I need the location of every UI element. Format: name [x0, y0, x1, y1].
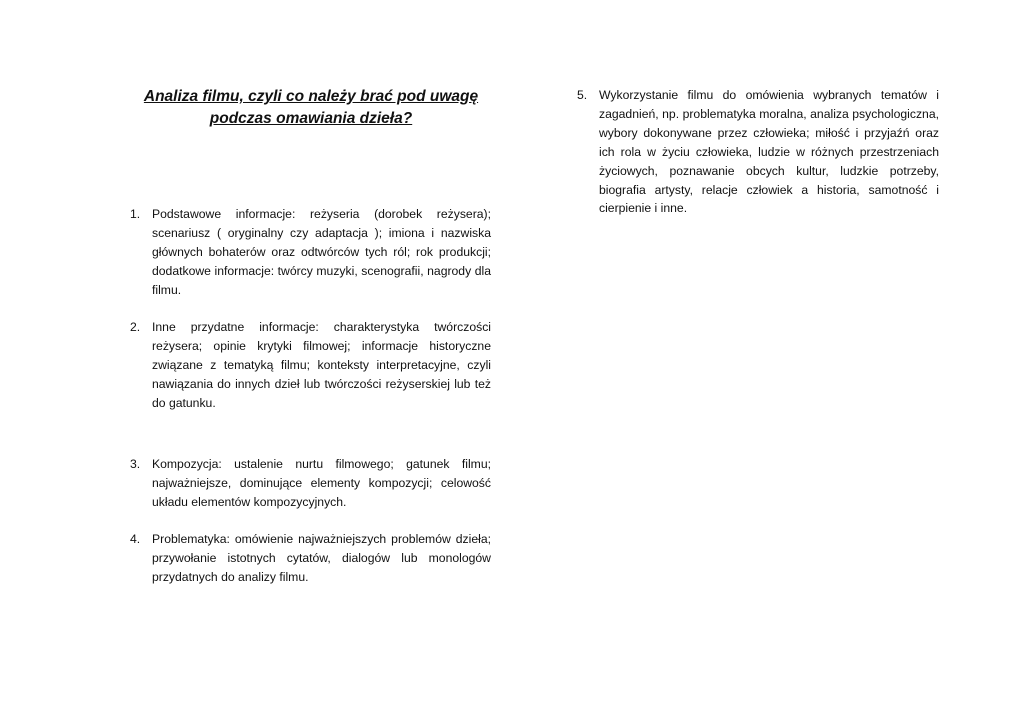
list-item-text: Wykorzystanie filmu do omówienia wybranych tematów i zagadnień, np. problematyka moralna, analiza psychologiczna, wybory dokonywane przez człowieka; miłość i przyjaźń oraz ich rola w życiu człowieka, ludzie w różnych przestrzeniach życiowych, poznawanie obcych kultur, ludzkie potrzeby, biografia artysty, relacje człowiek a historia, samotność i cierpienie i inne.	[599, 88, 939, 216]
list-item-text: Problematyka: omówienie najważniejszych problemów dzieła; przywołanie istotnych cytatów, dialogów lub monologów przydatnych do analizy filmu.	[152, 532, 491, 584]
list-item-number: 4.	[130, 532, 141, 546]
document-title-line-1: Analiza filmu, czyli co należy brać pod uwagę	[143, 88, 479, 105]
list-item-number: 5.	[577, 88, 588, 102]
document-title-line-2: podczas omawiania dzieła?	[209, 110, 413, 127]
list-item-text: Podstawowe informacje: reżyseria (dorobek reżysera); scenariusz ( oryginalny czy adaptacja ); imiona i nazwiska głównych bohaterów oraz odtwórców tych ról; rok produkcji; dodatkowe informacje: twórcy muzyki, scenografii, nagrody dla filmu.	[152, 207, 491, 297]
list-item-number: 2.	[130, 320, 141, 334]
list-item-text: Inne przydatne informacje: charakterystyka twórczości reżysera; opinie krytyki filmowej; informacje historyczne związane z tematyką filmu; konteksty interpretacyjne, czyli nawiązania do innych dzieł lub twórczości reżyserskiej lub też do gatunku.	[152, 320, 491, 410]
list-item-number: 1.	[130, 207, 141, 221]
list-item-text: Kompozycja: ustalenie nurtu filmowego; gatunek filmu; najważniejsze, dominujące elementy kompozycji; celowość układu elementów kompozycyjnych.	[152, 457, 491, 509]
document-title	[130, 86, 492, 130]
list-item-number: 3.	[130, 457, 141, 471]
